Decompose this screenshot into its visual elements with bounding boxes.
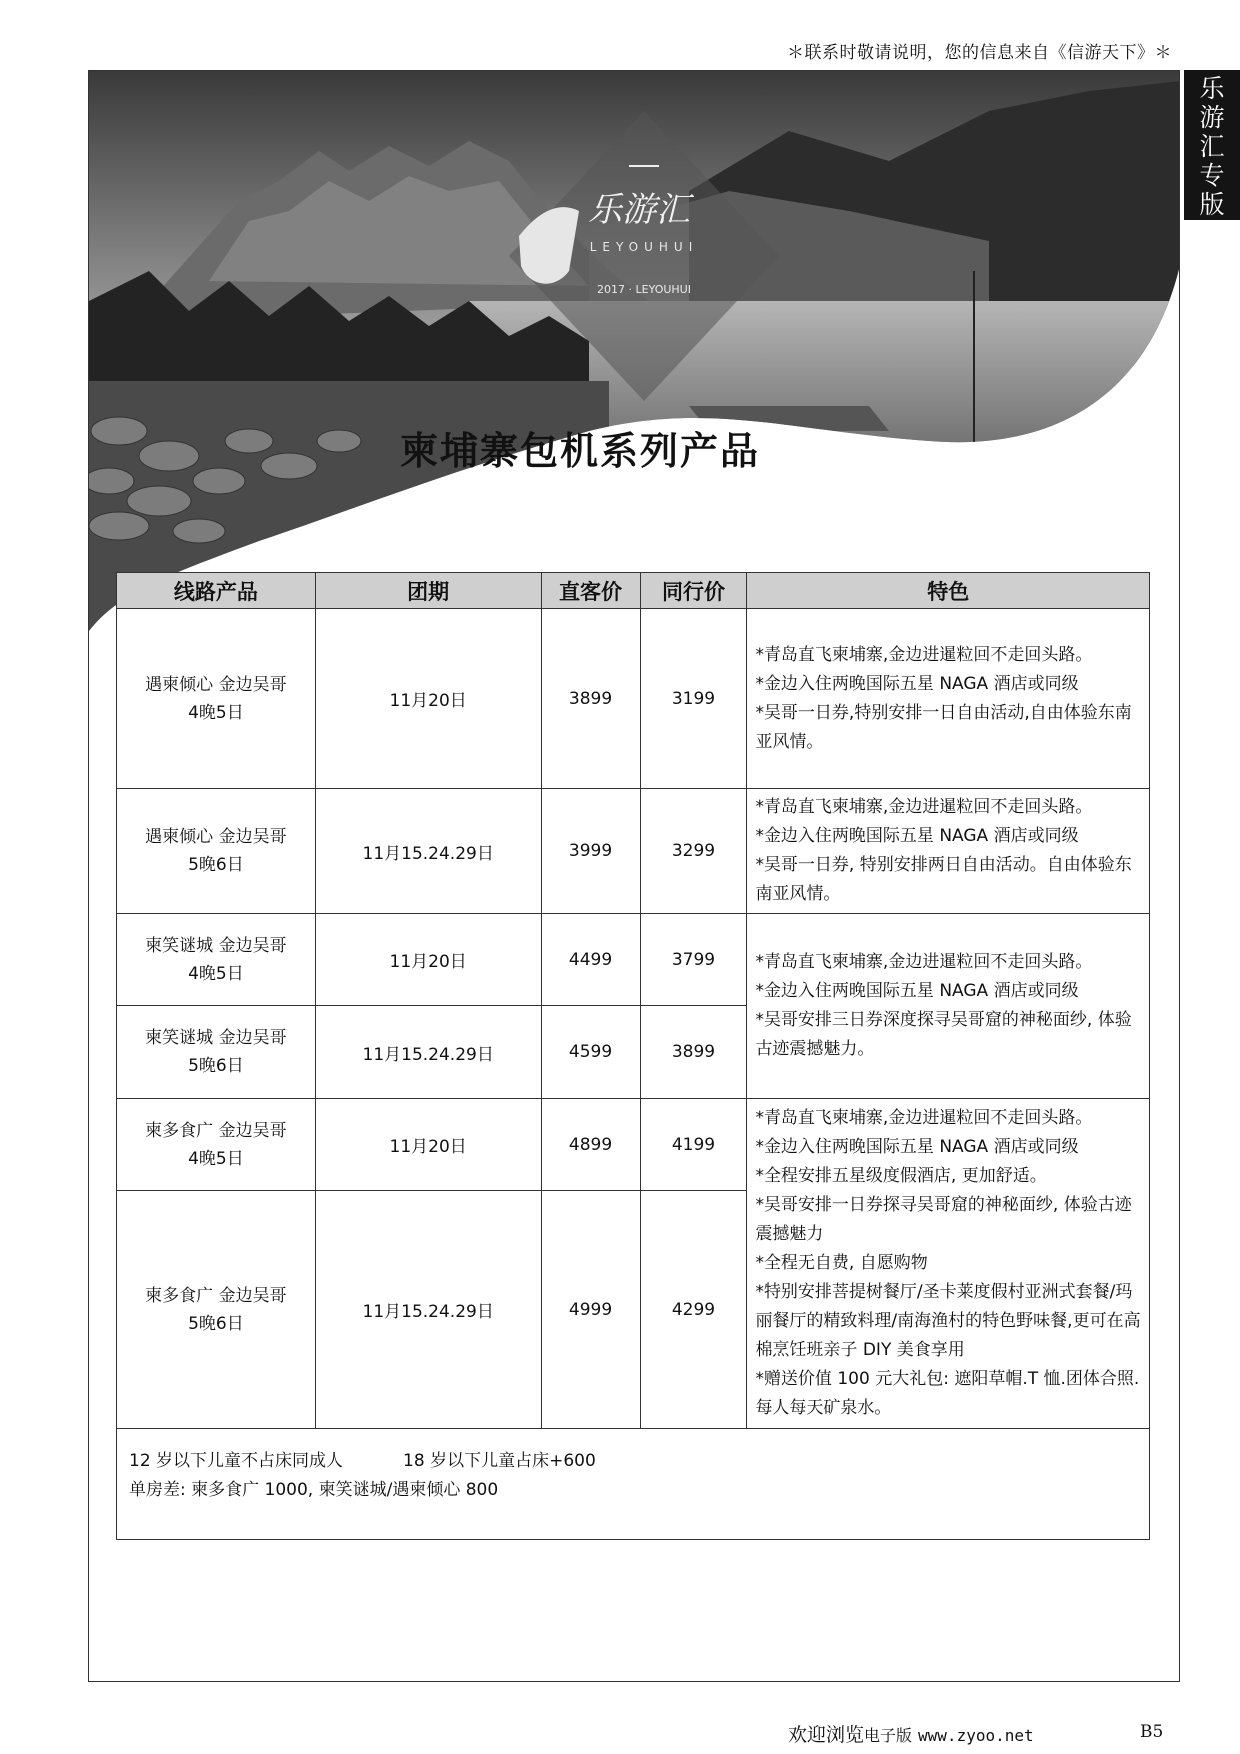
direct-price-cell: 3999 xyxy=(541,789,640,914)
header-route: 线路产品 xyxy=(117,573,316,609)
feature-line: *特别安排菩提树餐厅/圣卡莱度假村亚洲式套餐/玛丽餐厅的精致料理/南海渔村的特色野味餐,更可在高棉烹饪班亲子 DIY 美食享用 xyxy=(755,1282,1141,1360)
footer-url[interactable]: www.zyoo.net xyxy=(918,1726,1034,1745)
footer xyxy=(788,1720,1034,1747)
route-cell: 遇柬倾心 金边吴哥 5晚6日 xyxy=(117,789,316,914)
table-row xyxy=(117,789,1150,914)
feature-line: *青岛直飞柬埔寨,金边进暹粒回不走回头路。 xyxy=(755,1108,1093,1128)
side-tab-char: 版 xyxy=(1199,190,1225,219)
header-features: 特色 xyxy=(747,573,1150,609)
dates-cell: 11月20日 xyxy=(315,914,541,1006)
feature-line: *赠送价值 100 元大礼包: 遮阳草帽.T 恤.团体合照.每人每天矿泉水。 xyxy=(755,1369,1140,1418)
table-row xyxy=(117,914,1150,1006)
feature-line: *金边入住两晚国际五星 NAGA 酒店或同级 xyxy=(755,826,1079,846)
header-direct-price: 直客价 xyxy=(541,573,640,609)
product-table xyxy=(116,572,1150,1540)
trade-price-cell: 3799 xyxy=(640,914,747,1006)
page-title: 柬埔寨包机系列产品 xyxy=(399,429,760,473)
footer-welcome: 欢迎浏览 xyxy=(788,1724,865,1746)
dates-cell: 11月20日 xyxy=(315,1099,541,1191)
direct-price-cell: 4499 xyxy=(541,914,640,1006)
direct-price-cell: 4899 xyxy=(541,1099,640,1191)
table-header-row xyxy=(117,573,1150,609)
header-trade-price: 同行价 xyxy=(640,573,747,609)
direct-price-cell: 4999 xyxy=(541,1191,640,1429)
logo-year: 2017 · LEYOUHUI xyxy=(597,283,691,296)
side-tab-char: 汇 xyxy=(1199,132,1225,161)
trade-price-cell: 4299 xyxy=(640,1191,747,1429)
trade-price-cell: 3199 xyxy=(640,609,747,789)
feature-line: *青岛直飞柬埔寨,金边进暹粒回不走回头路。 xyxy=(755,797,1093,817)
features-cell xyxy=(747,789,1150,914)
feature-line: *青岛直飞柬埔寨,金边进暹粒回不走回头路。 xyxy=(755,644,1093,665)
feature-line: *吴哥一日券,特别安排一日自由活动,自由体验东南亚风情。 xyxy=(755,702,1132,752)
feature-line: *金边入住两晚国际五星 NAGA 酒店或同级 xyxy=(755,673,1079,694)
features-cell xyxy=(747,1099,1150,1429)
logo-subtitle: LEYOUHUI xyxy=(589,240,699,254)
dates-cell: 11月15.24.29日 xyxy=(315,1191,541,1429)
route-cell: 柬多食广 金边吴哥 5晚6日 xyxy=(117,1191,316,1429)
single-supplement-line: 单房差: 柬多食广 1000, 柬笑谜城/遇柬倾心 800 xyxy=(129,1480,499,1500)
features-cell xyxy=(747,914,1150,1099)
feature-line: *吴哥安排一日券探寻吴哥窟的神秘面纱, 体验古迹震撼魅力 xyxy=(755,1195,1132,1244)
footer-edition: 电子版 xyxy=(864,1726,913,1745)
route-cell: 柬笑谜城 金边吴哥 4晚5日 xyxy=(117,914,316,1006)
notes-row xyxy=(117,1429,1150,1540)
route-cell: 柬多食广 金边吴哥 4晚5日 xyxy=(117,1099,316,1191)
feature-line: *全程安排五星级度假酒店, 更加舒适。 xyxy=(755,1166,1047,1186)
feature-line: *吴哥一日券, 特别安排两日自由活动。自由体验东南亚风情。 xyxy=(755,855,1132,904)
features-cell xyxy=(747,609,1150,789)
feature-line: *金边入住两晚国际五星 NAGA 酒店或同级 xyxy=(755,981,1079,1001)
route-cell: 柬笑谜城 金边吴哥 5晚6日 xyxy=(117,1006,316,1099)
trade-price-cell: 4199 xyxy=(640,1099,747,1191)
table-row xyxy=(117,1099,1150,1191)
feature-line: *全程无自费, 自愿购物 xyxy=(755,1253,928,1273)
feature-line: *吴哥安排三日券深度探寻吴哥窟的神秘面纱, 体验古迹震撼魅力。 xyxy=(755,1010,1132,1059)
side-tab-char: 专 xyxy=(1199,161,1225,190)
trade-price-cell: 3299 xyxy=(640,789,747,914)
landscape-banner-image xyxy=(89,71,1180,631)
page-number: B5 xyxy=(1140,1722,1164,1742)
header-note: ＊联系时敬请说明，您的信息来自《信游天下》＊ xyxy=(787,43,1172,63)
child-policy-line: 12 岁以下儿童不占床同成人 18 岁以下儿童占床+600 xyxy=(129,1451,596,1471)
route-cell: 遇柬倾心 金边吴哥 4晚5日 xyxy=(117,609,316,789)
direct-price-cell: 4599 xyxy=(541,1006,640,1099)
feature-line: *金边入住两晚国际五星 NAGA 酒店或同级 xyxy=(755,1137,1079,1157)
header-dates: 团期 xyxy=(315,573,541,609)
side-tab-char: 乐 xyxy=(1199,74,1225,103)
side-tab-label xyxy=(1184,70,1240,220)
table-row xyxy=(117,609,1150,789)
notes-cell xyxy=(117,1429,1150,1540)
dates-cell: 11月15.24.29日 xyxy=(315,789,541,914)
trade-price-cell: 3899 xyxy=(640,1006,747,1099)
side-tab-char: 游 xyxy=(1199,103,1225,132)
feature-line: *青岛直飞柬埔寨,金边进暹粒回不走回头路。 xyxy=(755,952,1093,972)
direct-price-cell: 3899 xyxy=(541,609,640,789)
dates-cell: 11月15.24.29日 xyxy=(315,1006,541,1099)
dates-cell: 11月20日 xyxy=(315,609,541,789)
logo-text: 乐游汇 xyxy=(588,190,690,230)
